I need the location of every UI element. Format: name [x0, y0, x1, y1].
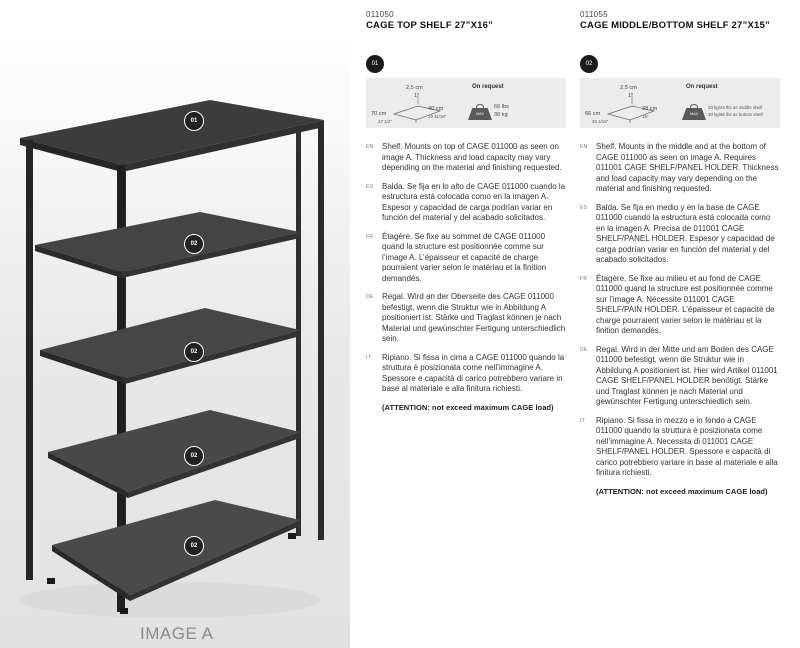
width-imperial: 27 1/2”	[378, 119, 392, 124]
description-de	[580, 345, 780, 408]
product-middle-bottom-shelf	[580, 10, 780, 31]
description-text: Balda. Se fija en lo alto de CAGE 011000 cuando la estructura está colocada como en la imagen A. Espesor y capacidad de carga podrían variar en función del material y del acabado solicitados.	[382, 181, 566, 222]
description-fr	[366, 232, 566, 285]
shelf-marker-bottom: 02	[184, 536, 204, 556]
description-it	[580, 416, 780, 479]
thickness-metric: 2,5 cm	[620, 85, 637, 91]
load-middle: 20 kg/44 lbs as middle shelf	[708, 105, 763, 110]
product-title: CAGE TOP SHELF 27”X16”	[366, 20, 494, 31]
width-imperial: 26 1/16”	[592, 119, 609, 124]
description-fr	[580, 274, 780, 337]
weight-icon-label: MAX	[690, 112, 698, 116]
descriptions-middle-bottom-shelf	[580, 142, 780, 496]
product-title: CAGE MIDDLE/BOTTOM SHELF 27”X15”	[580, 20, 770, 31]
description-es	[580, 203, 780, 266]
shelf-marker-second: 02	[184, 234, 204, 254]
lang-code: IT	[366, 354, 372, 361]
dimension-diagram-icon	[366, 78, 566, 128]
thickness-imperial: 1”	[414, 93, 419, 99]
lang-code: DE	[366, 294, 374, 300]
width-metric: 70 cm	[371, 111, 387, 117]
description-text: Ripiano. Si fissa in cima a CAGE 011000 quando la struttura è posizionata come nell’immagine A. Spessore e capacità di carico potrebbero variare in base al materiale e alla finitura richiesti.	[382, 352, 565, 393]
thickness-metric: 2,5 cm	[406, 85, 423, 91]
descriptions-top-shelf	[366, 142, 566, 412]
image-a-illustration	[0, 0, 350, 648]
depth-imperial: 15 11/16”	[428, 114, 447, 119]
depth-metric: 40 cm	[428, 106, 444, 112]
lang-code: DE	[580, 346, 588, 353]
shelf-marker-third: 02	[184, 342, 204, 362]
lang-code: ES	[366, 183, 374, 190]
on-request-label: On request	[686, 84, 718, 90]
cage-shelf-drawing	[0, 0, 350, 648]
description-text: Shelf. Mounts in the middle and at the bottom of CAGE 011000 as seen on image A. Requires 011001 CAGE SHELF/PANEL HOLDER. Thickness and load capacity may vary depending on the material and finishing requested.	[596, 142, 779, 193]
depth-imperial: 15”	[642, 114, 649, 119]
product-number-badge: 02	[580, 55, 598, 73]
description-text: Regal. Wird an der Oberseite des CAGE 011000 befestigt, wenn die Struktur wie in Abbildung A positioniert ist. Stärke und Traglast können je nach Material und gewünschter Fertigung unterschiedlich sein.	[382, 292, 566, 343]
shelf-marker-fourth: 02	[184, 446, 204, 466]
description-text: Regal. Wird in der Mitte und am Boden des CAGE 011000 befestigt, wenn die Struktur wie in Abbildung A positioniert ist. Hier wird Artikel 011001 CAGE SHELF/PANEL HOLDER benötigt. Stärke und Traglast können je nach Material und gewünschter Fertigung unterschiedlich sein.	[596, 344, 778, 406]
description-es	[366, 182, 566, 224]
product-code: 011050	[366, 10, 394, 19]
load-imperial: 66 lbs	[494, 104, 509, 110]
lang-code: EN	[580, 144, 588, 150]
lang-code: EN	[366, 144, 374, 150]
width-metric: 66 cm	[585, 111, 601, 117]
image-label: IMAGE A	[140, 624, 214, 643]
description-en	[366, 142, 566, 174]
lang-code: IT	[580, 417, 586, 424]
load-metric: 30 kg	[494, 112, 508, 118]
description-text: Balda. Se fija en medio y en la base de CAGE 011000 cuando la estructura está colocada como en la imagen A. Precisa de 011001 CAGE SHELF/PANEL HOLDER. Espesor y capacidad de carga podrían variar en función del material y del acabado solicitados.	[596, 202, 775, 264]
on-request-label: On request	[472, 84, 504, 90]
attention-note: (ATTENTION: not exceed maximum CAGE load)	[382, 402, 554, 412]
description-de	[366, 292, 566, 345]
description-text: Étagère. Se fixe au sommet de CAGE 011000 quand la structure est positionnée comme sur l’image A. L’épaisseur et capacité de charge pourraient varier selon le matériau et la finition demandés.	[382, 231, 547, 283]
dimension-diagram-icon	[580, 78, 780, 128]
max-weight-icon	[682, 104, 706, 120]
spec-box-top-shelf	[366, 78, 566, 128]
shelf-marker-top: 01	[184, 111, 204, 131]
thickness-imperial: 1”	[628, 93, 633, 99]
product-number-badge: 01	[366, 55, 384, 73]
depth-metric: 38 cm	[642, 106, 658, 112]
attention-note: (ATTENTION: not exceed maximum CAGE load)	[596, 486, 768, 496]
lang-code: FR	[580, 275, 588, 282]
description-text: Shelf. Mounts on top of CAGE 011000 as seen on image A. Thickness and load capacity may vary depending on the material and finishing requested.	[382, 142, 562, 172]
description-en	[580, 142, 780, 195]
lang-code: FR	[366, 233, 374, 240]
description-it	[366, 353, 566, 395]
weight-icon-label: MAX	[476, 112, 484, 116]
description-text: Étagère. Se fixe au milieu et au fond de CAGE 011000 quand la structure est positionnée comme sur l’image A. Nécessite 011001 CAGE SHELF/PAIN HOLDER. L’épaisseur et capacité de charge pourraient varier selon le matériau et la finition demandés.	[596, 273, 775, 335]
lang-code: ES	[580, 204, 588, 211]
max-weight-icon	[468, 104, 492, 120]
product-top-shelf	[366, 10, 566, 31]
product-code: 011055	[580, 10, 608, 19]
description-text: Ripiano. Si fissa in mezzo e in fondo a CAGE 011000 quando la struttura è posizionata come nell’immagine A. Necessita di 011001 CAGE SHELF/PANEL HOLDER. Spessore e capacità di carico potrebbero variare in base al materiale e alla finitura richiesti.	[596, 415, 778, 477]
load-bottom: 30 kg/66 lbs as bottom shelf	[708, 112, 763, 117]
spec-box-middle-bottom-shelf	[580, 78, 780, 128]
